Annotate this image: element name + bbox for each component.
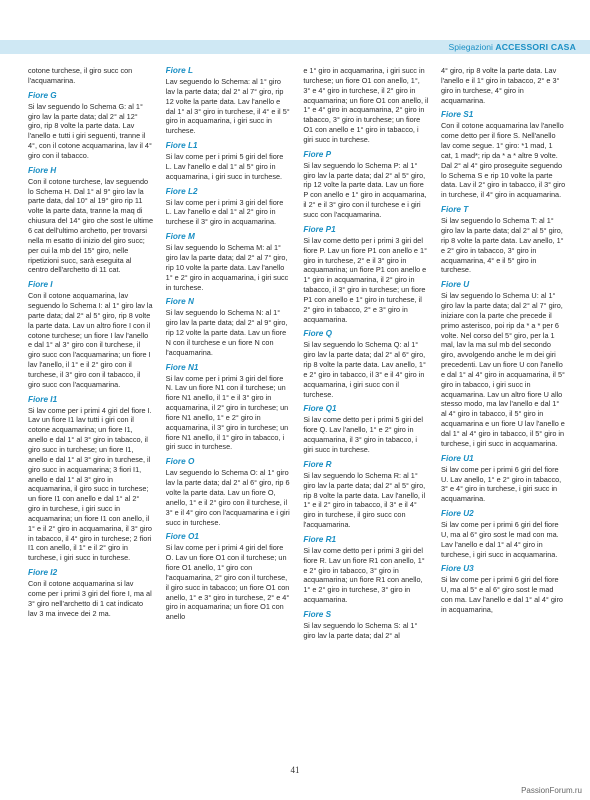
instruction-text: Si lav come detto per i primi 3 giri del fiore R. Lav un fiore R1 con anello, 1° e 2° giro in tabacco, 3° giro in acquamarina; un fiore R1 con anello, 1° e 2° giro in turchese, 3° giro in acquamarina. — [303, 545, 425, 605]
instruction-text: Si lav come detto per i primi 3 giri del fiore P. Lav un fiore P1 con anello e 1° giro in turchese, 2° e il 3° giro in acquamarina; un fiore P1 con anello e 1° giro in acquamarina, il 2° giro in tabacco, il 3° giro in turchese; un fiore P1 con anello e 1° giro in turchese, il 2° giro in tabacco, 2° e 3° giro in acquamarina. — [303, 235, 427, 324]
flower-heading: Fiore O — [165, 457, 195, 467]
instruction-block — [28, 280, 153, 389]
instruction-block — [28, 568, 153, 618]
instruction-block — [441, 110, 566, 200]
flower-heading: Fiore L2 — [165, 186, 198, 196]
instruction-block — [166, 66, 291, 136]
flower-heading: Fiore I — [28, 280, 53, 290]
flower-heading: Fiore I1 — [28, 394, 58, 404]
instruction-text: Con il cotone acquamarina, lav seguendo lo Schema I: al 1° giro lav la parte data; dal 2° al 5° giro, rip 8 volte la parte data. Lav un altro fiore I con il cotone turchese; un fiore I lav l'anello e dal 1° al 3° giro con il turchese, il giro succ con l'acquamarina; un fiore I lav l'anello, il 1° e il 2° giro con il turchese, il 3° giro con il tabacco, il giro succ con l'acquamarina. — [28, 291, 153, 389]
instruction-text: Si lav come per i primi 3 giri del fiore N. Lav un fiore N1 con il turchese; un fiore N1 anello, il 1° e il 3° giro in acquamarina, il 2° giro in turchese; un fiore N1 anello, 1° e 2° giro in acquamarina, il 3° giro in turchese; un fiore N1 anello, il 1° giro in tabacco, i giri succ in turchese. — [165, 373, 289, 452]
instruction-block — [441, 564, 566, 614]
instruction-block — [303, 404, 428, 454]
instruction-text: Si lav come per i primi 4 giri del fiore O. Lav un fiore O1 con il turchese; un fiore O1 anello, 1° giro con l'acquamarina, 2° giro con il turchese, il giro succ in tabacco; un fiore O1 con anello, 1° e 3° giro in turchese, 2° e 4° giro in acquamarina; un fiore O1 con anello — [165, 543, 290, 622]
instruction-text: Con il cotone acquamarina lav l'anello come detto per il fiore S. Nell'anello lav come segue. 1° giro: *1 mad, 1 cat, 1 mad*; rip da * a * altre 9 volte. Dal 2° al 4° giro proseguite seguendo lo Schema S e rip 10 volte la parte data. Lav il 2° giro in tabacco, il 3° giro in turchese, il 4° giro in acquamarina. — [440, 121, 566, 200]
instruction-block — [441, 454, 566, 504]
flower-heading: Fiore U1 — [440, 453, 474, 463]
text-columns — [28, 66, 566, 766]
instruction-text: Si lav come per i primi 3 giri del fiore L. Lav l'anello e dal 1° al 2° giro in turchese il 3° giro in acquamarina. — [165, 197, 284, 227]
instruction-block — [441, 205, 566, 275]
instruction-block — [166, 187, 291, 228]
instruction-text: 4° giro, rip 8 volte la parte data. Lav l'anello e il 1° giro in tabacco, 2° e 3° giro in turchese, 4° giro in acquamarina. — [440, 66, 560, 105]
instruction-text: Si lav come per i primi 5 giri del fiore L. Lav l'anello e dal 1° al 5° giro in acquamarina, i giri succ in turchese. — [165, 152, 284, 181]
instruction-block — [28, 91, 153, 161]
flower-heading: Fiore S — [303, 609, 332, 619]
flower-heading: Fiore M — [165, 232, 195, 242]
flower-heading: Fiore I2 — [28, 568, 58, 578]
instruction-block — [441, 509, 566, 559]
instruction-block — [303, 66, 428, 145]
instruction-block — [166, 141, 291, 182]
instruction-text: Si lav come per i primi 6 giri del fiore U. Lav anello, 1° e 2° giro in tabacco, 3° e 4° giro in turchese, i giri succ in acquamarina. — [440, 464, 562, 504]
flower-heading: Fiore P — [303, 149, 332, 159]
instruction-text: Si lav seguendo lo Schema R: al 1° giro lav la parte data; dal 2° al 5° giro, rip 8 volte la parte data. Lav l'anello, il 1° e il 2° giro in tabacco, il 3° e il 4° giro in turchese, il giro succ con l'acquamarina. — [303, 470, 426, 530]
page-number: 41 — [290, 765, 300, 775]
flower-heading: Fiore P1 — [303, 224, 336, 234]
instruction-text: Si lav come per i primi 6 giri del fiore U, ma al 6° giro sost le mad con ma. Lav l'anello e dal 1° al 4° giro in turchese, i giri succ in acquamarina. — [440, 520, 559, 559]
column-1 — [28, 66, 153, 766]
column-3 — [303, 66, 428, 766]
column-2 — [166, 66, 291, 766]
instruction-block — [303, 150, 428, 220]
instruction-block — [166, 232, 291, 292]
flower-heading: Fiore O1 — [165, 532, 199, 542]
instruction-block — [303, 329, 428, 399]
section-header-prefix: Spiegazioni — [448, 42, 493, 52]
flower-heading: Fiore Q — [303, 329, 332, 339]
flower-heading: Fiore R1 — [303, 534, 337, 544]
flower-heading: Fiore U3 — [440, 564, 474, 574]
instruction-text: Si lav seguendo lo Schema T: al 1° giro lav la parte data; dal 2° al 5° giro, rip 8 volte la parte data. Lav anello, 1° e 2° giro in tabacco, 3° giro in acquamarina, 4° e il 5° giro in turchese. — [440, 216, 564, 275]
instruction-text: Si lav seguendo lo Schema M: al 1° giro lav la parte data; dal 2° al 7° giro, rip 10 volte la parte data. Lav l'anello 1° e 2° giro in acquamarina, i giri succ in turchese. — [165, 243, 289, 292]
flower-heading: Fiore N — [165, 297, 194, 307]
instruction-text: Si lav seguendo lo Schema S: al 1° giro lav la parte data; dal 2° al — [303, 620, 418, 640]
flower-heading: Fiore H — [28, 165, 57, 175]
instruction-block — [166, 532, 291, 622]
instruction-text: cotone turchese, il giro succ con l'acquamarina. — [28, 66, 133, 85]
flower-heading: Fiore Q1 — [303, 404, 337, 414]
instruction-text: Si lav seguendo lo Schema Q: al 1° giro lav la parte data; dal 2° al 6° giro, rip 8 volte la parte data. Lav anello, 1° e 2° giro in tabacco, il 3° e il 4° giro in acquamarina, i giri succ con il turchese. — [303, 340, 426, 399]
instruction-block — [303, 460, 428, 530]
instruction-block — [303, 610, 428, 641]
flower-heading: Fiore S1 — [440, 110, 474, 120]
instruction-text: Si lav come per i primi 6 giri del fiore U, ma al 5° e al 6° giro sost le mad con ma. Lav l'anello e dal 1° al 4° giro in acquamarina, — [440, 575, 563, 614]
instruction-text: Si lav seguendo lo Schema G: al 1° giro lav la parte data; dal 2° al 12° giro, rip 8 volte la parte data. Lav l'anello e tutti i giri seguenti, tranne il 4°, con il cotone acquamarina, lav il 4° giro con il tabacco. — [28, 101, 152, 160]
instruction-text: e 1° giro in acquamarina, i giri succ in turchese; un fiore O1 con anello, 1°, 3° e 4° giro in turchese, il 2° giro in acquamarina; un fiore O1 con anello, il 1° e 4° giro in acquamarina, 2° giro in tabacco, 3° giro in turchese; un fiore O1 con anello e 1° giro in tabacco, i giri succ in turchese. — [303, 66, 429, 144]
instruction-text: Si lav seguendo lo Schema U: al 1° giro lav la parte data; dal 2° al 7° giro, iniziare con la parte che precede il primo asterisco, poi rip da * a * per 6 volte. Nel corso del 5° giro, per la 1 mal, lav la ma sul mb del secondo giro, avvolgendo anche le m dei giri precedenti. Lav un fiore U con l'anello e dal 1° al 4° giro in acquamarina, il 5° giro in tabacco, i giri succ in acquamarina. Lav un altro fiore U allo stesso modo, ma lav l'anello e dal 1° al 4° giro in tabacco, il 5° giro in acquamarina e un fiore U lav l'anello e dal 1° al 4° giro in tabacco, il 5° giro in turchese, i giri succ in acquamarina. — [440, 291, 565, 448]
instruction-text: Si lav come per i primi 4 giri del fiore I. Lav un fiore I1 lav tutti i giri con il cotone acquamarina; un fiore I1, anello e dal 1° al 3° giro in tabacco, il giro succ in turchese; un fiore I1, anello e dal 1° al 3° giro in turchese, il giro succ in acquamarina; 3 fiori I1, anello e dal 1° al 3° giro in acquamarina, il giro succ in turchese; un fiore I1 con anello e dal 1° al 2° giro in turchese, i giri succ in acquamarina; un fiore I1 con anello, il 1° e il 2° giro in acquamarina, il 3° giro in tabacco, il 4° giro in turchese; 2 fiori I1 con anello, il 1° e il 2° giro in turchese, i giri succ in turchese. — [28, 405, 152, 563]
instruction-text: Si lav seguendo lo Schema P: al 1° giro lav la parte data; dal 2° al 5° giro, rip 12 volte la parte data. Lav un fiore P con anello e 1° giro in acquamarina, il 2° e il 3° giro con il turchese e i giri succ con l'acquamarina. — [303, 160, 427, 219]
flower-heading: Fiore U2 — [440, 509, 474, 519]
column-4 — [441, 66, 566, 766]
instruction-text: Con il cotone turchese, lav seguendo lo Schema H. Dal 1° al 9° giro lav la parte data, dal 10° al 19° giro rip 11 volte la parte data, tranne la maq di chiusura del 14° giro che sost le ultime 6 cat dell'ultimo archetto, per trovarsi nella m esatto di inizio del giro succ; per cui la mb del 15° giro, nelle ripetizioni succ, sarà eseguita al centro dell'archetto di 11 cat. — [28, 176, 153, 275]
instruction-text: Lav seguendo lo Schema O: al 1° giro lav la parte data; dal 2° al 6° giro, rip 6 volte la parte data. Lav un fiore O, anello, 1° e il 2° giro con il turchese, il 3° e il 4° giro con l'acquamarina e i giri succ in turchese. — [165, 468, 290, 527]
instruction-block — [28, 166, 153, 275]
instruction-block — [166, 363, 291, 453]
instruction-block — [28, 395, 153, 564]
instruction-block — [441, 66, 566, 105]
instruction-block — [303, 225, 428, 325]
flower-heading: Fiore L1 — [165, 141, 198, 151]
instruction-text: Si lav seguendo lo Schema N: al 1° giro lav la parte data; dal 2° al 9° giro, rip 12 volte la parte data. Lav un fiore N con il turchese e un fiore N con l'acquamarina. — [165, 308, 288, 357]
watermark: PassionForum.ru — [521, 786, 582, 795]
flower-heading: Fiore N1 — [165, 362, 199, 372]
instruction-text: Lav seguendo lo Schema: al 1° giro lav la parte data; dal 2° al 7° giro, rip 12 volte la parte data. Lav l'anello e dal 1° al 3° giro in turchese, il 4° e il 5° giro in acquamarina, i giri succ in turchese. — [165, 77, 290, 136]
flower-heading: Fiore R — [303, 459, 332, 469]
instruction-text: Con il cotone acquamarina si lav come per i primi 3 giri del fiore I, ma al 3° giro nell'archetto di 1 cat indicato lav 3 ma invece dei 2 ma. — [28, 579, 152, 618]
instruction-block — [28, 66, 153, 86]
section-header-title: ACCESSORI CASA — [495, 42, 576, 52]
flower-heading: Fiore U — [440, 280, 470, 290]
instruction-block — [303, 535, 428, 605]
flower-heading: Fiore L — [165, 66, 193, 75]
section-header — [449, 40, 576, 54]
instruction-text: Si lav come detto per i primi 5 giri del fiore Q. Lav l'anello, 1° e 2° giro in acquamarina, il 3° giro in tabacco, i giri succ in turchese. — [303, 415, 423, 454]
instruction-block — [166, 297, 291, 357]
instruction-block — [166, 457, 291, 527]
instruction-block — [441, 280, 566, 449]
flower-heading: Fiore T — [440, 205, 469, 215]
flower-heading: Fiore G — [28, 90, 57, 100]
